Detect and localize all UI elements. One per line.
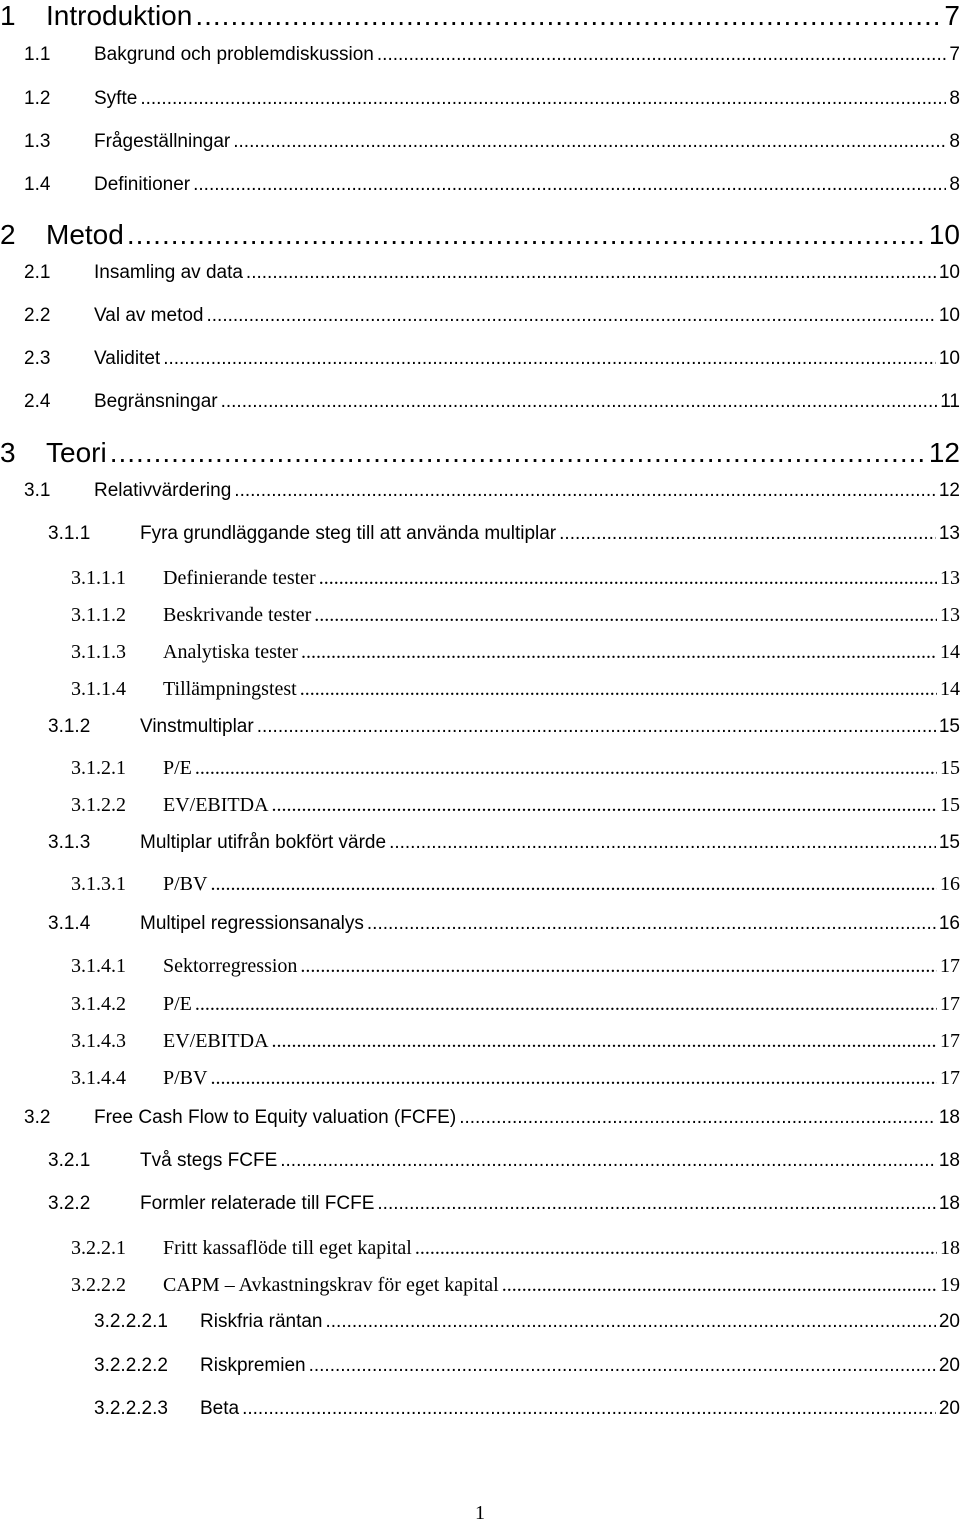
- toc-entry-page: 18: [938, 1193, 960, 1214]
- toc-entry-number: 1: [0, 0, 16, 31]
- toc-entry-number: 3.1.1: [48, 523, 91, 544]
- toc-entry-number: 3.1.1.2: [71, 604, 126, 626]
- toc-entry-number: 3.2.1: [48, 1150, 91, 1171]
- toc-entry-title: P/E: [163, 757, 192, 779]
- toc-entry-title: Vinstmultiplar: [140, 716, 254, 737]
- toc-entry[interactable]: [0, 262, 960, 284]
- toc-entry-page: 8: [949, 88, 960, 109]
- toc-entry[interactable]: [0, 794, 960, 817]
- toc-entry-page: 15: [938, 832, 960, 853]
- toc-dot-leader: [127, 219, 926, 251]
- toc-entry-page: 13: [940, 567, 960, 589]
- toc-entry[interactable]: [0, 131, 960, 153]
- toc-entry-number: 3.2.2.1: [71, 1237, 126, 1259]
- toc-entry-number: 2.1: [24, 262, 51, 283]
- toc-entry[interactable]: [0, 993, 960, 1016]
- toc-entry-page: 10: [938, 262, 960, 283]
- toc-entry-page: 8: [949, 174, 960, 195]
- toc-entry-title: Riskfria räntan: [200, 1311, 323, 1332]
- toc-entry[interactable]: [0, 1237, 960, 1260]
- toc-entry-title: P/BV: [163, 1067, 208, 1089]
- toc-entry-page: 14: [940, 678, 960, 700]
- toc-entry-title: Insamling av data: [94, 262, 243, 283]
- toc-entry-page: 16: [938, 913, 960, 934]
- toc-dot-leader: [110, 437, 926, 469]
- toc-entry-title: Fritt kassaflöde till eget kapital: [163, 1237, 412, 1259]
- toc-entry-page: 7: [944, 0, 960, 31]
- toc-dot-leader: [257, 716, 936, 738]
- toc-entry[interactable]: [0, 219, 960, 251]
- toc-dot-leader: [301, 641, 937, 664]
- toc-entry-title: EV/EBITDA: [163, 1030, 269, 1052]
- toc-entry-page: 10: [938, 348, 960, 369]
- toc-entry-title: Riskpremien: [200, 1355, 306, 1376]
- toc-entry-number: 1.1: [24, 44, 51, 65]
- toc-entry-page: 20: [938, 1398, 960, 1419]
- toc-dot-leader: [193, 174, 946, 196]
- toc-entry-page: 15: [940, 757, 960, 779]
- toc-dot-leader: [314, 604, 937, 627]
- toc-entry[interactable]: [0, 913, 960, 935]
- toc-dot-leader: [459, 1107, 936, 1129]
- toc-entry-page: 18: [938, 1107, 960, 1128]
- toc-entry-number: 3.1.4.2: [71, 993, 126, 1015]
- toc-entry[interactable]: [0, 641, 960, 664]
- toc-entry-number: 3.1.1.3: [71, 641, 126, 663]
- toc-entry-title: Beta: [200, 1398, 240, 1419]
- toc-entry-number: 3.1.4.3: [71, 1030, 126, 1052]
- toc-entry-title: Syfte: [94, 88, 138, 109]
- toc-entry-page: 8: [949, 131, 960, 152]
- toc-entry[interactable]: [0, 88, 960, 110]
- toc-entry[interactable]: [0, 678, 960, 701]
- toc-entry-number: 3.1.1.1: [71, 567, 126, 589]
- toc-entry[interactable]: [0, 437, 960, 469]
- toc-entry[interactable]: [0, 523, 960, 545]
- toc-entry[interactable]: [0, 955, 960, 978]
- toc-entry-page: 18: [938, 1150, 960, 1171]
- toc-entry-title: Två stegs FCFE: [140, 1150, 278, 1171]
- toc-entry-number: 3: [0, 437, 16, 468]
- toc-entry-title: Begränsningar: [94, 391, 218, 412]
- toc-entry-title: Relativvärdering: [94, 480, 232, 501]
- toc-entry-title: Fyra grundläggande steg till att använda multiplar: [140, 523, 557, 544]
- toc-entry-title: Metod: [46, 219, 124, 250]
- toc-entry-title: Analytiska tester: [163, 641, 298, 663]
- toc-dot-leader: [233, 131, 946, 153]
- toc-entry-title: EV/EBITDA: [163, 794, 269, 816]
- toc-entry[interactable]: [0, 1150, 960, 1172]
- toc-entry-number: 3.1.4: [48, 913, 91, 934]
- toc-entry-number: 2.3: [24, 348, 51, 369]
- toc-entry[interactable]: [0, 567, 960, 590]
- toc-entry-page: 10: [928, 219, 960, 250]
- toc-dot-leader: [326, 1311, 936, 1333]
- toc-dot-leader: [389, 832, 936, 854]
- toc-entry-page: 17: [940, 1067, 960, 1089]
- page-number: 1: [475, 1502, 485, 1524]
- toc-entry-number: 3.1.2: [48, 716, 91, 737]
- toc-dot-leader: [280, 1150, 936, 1172]
- toc-dot-leader: [246, 262, 936, 284]
- toc-entry-number: 3.2.2.2.2: [94, 1355, 168, 1376]
- toc-entry-title: Sektorregression: [163, 955, 298, 977]
- toc-dot-leader: [206, 305, 935, 327]
- toc-entry[interactable]: [0, 1311, 960, 1333]
- toc-entry-page: 19: [940, 1274, 960, 1296]
- toc-entry[interactable]: [0, 305, 960, 327]
- toc-entry[interactable]: [0, 0, 960, 32]
- toc-entry-page: 10: [938, 305, 960, 326]
- toc-entry[interactable]: [0, 1398, 960, 1420]
- toc-entry-number: 3.2.2.2.3: [94, 1398, 168, 1419]
- toc-dot-leader: [210, 1067, 937, 1090]
- toc-entry-title: P/BV: [163, 873, 208, 895]
- toc-dot-leader: [367, 913, 936, 935]
- toc-entry-number: 3.1.2.2: [71, 794, 126, 816]
- toc-dot-leader: [300, 678, 937, 701]
- toc-entry-number: 3.1.3: [48, 832, 91, 853]
- toc-entry[interactable]: [0, 391, 960, 413]
- toc-dot-leader: [300, 955, 937, 978]
- toc-entry-title: P/E: [163, 993, 192, 1015]
- toc-entry-page: 17: [940, 1030, 960, 1052]
- toc-entry-page: 7: [949, 44, 960, 65]
- toc-entry-number: 1.2: [24, 88, 51, 109]
- toc-entry-title: Multiplar utifrån bokfört värde: [140, 832, 387, 853]
- toc-entry-page: 20: [938, 1355, 960, 1376]
- toc-entry[interactable]: [0, 480, 960, 502]
- toc-dot-leader: [195, 0, 941, 32]
- toc-entry-page: 12: [928, 437, 960, 468]
- toc-entry-number: 1.4: [24, 174, 51, 195]
- toc-entry-number: 3.1.4.4: [71, 1067, 126, 1089]
- toc-entry-title: Introduktion: [46, 0, 193, 31]
- toc-entry-number: 3.2.2.2.1: [94, 1311, 168, 1332]
- toc-entry[interactable]: [0, 1107, 960, 1129]
- toc-dot-leader: [163, 348, 936, 370]
- toc-entry-number: 2.4: [24, 391, 51, 412]
- toc-dot-leader: [559, 523, 936, 545]
- toc-entry-page: 15: [938, 716, 960, 737]
- toc-entry-page: 13: [940, 604, 960, 626]
- toc-dot-leader: [195, 993, 937, 1016]
- toc-entry[interactable]: [0, 1067, 960, 1090]
- toc-entry-page: 17: [940, 955, 960, 977]
- toc-dot-leader: [234, 480, 936, 502]
- toc-entry-number: 3.1.1.4: [71, 678, 126, 700]
- toc-entry-page: 13: [938, 523, 960, 544]
- toc-entry-title: Multipel regressionsanalys: [140, 913, 364, 934]
- toc-entry-page: 15: [940, 794, 960, 816]
- toc-entry[interactable]: [0, 716, 960, 738]
- toc-entry-title: Validitet: [94, 348, 161, 369]
- toc-entry-title: Tillämpningstest: [163, 678, 297, 700]
- toc-entry-number: 3.1.4.1: [71, 955, 126, 977]
- toc-entry-number: 1.3: [24, 131, 51, 152]
- toc-entry-number: 2: [0, 219, 16, 250]
- toc-entry[interactable]: [0, 44, 960, 66]
- toc-dot-leader: [377, 44, 947, 66]
- toc-entry-title: Formler relaterade till FCFE: [140, 1193, 375, 1214]
- toc-entry-page: 20: [938, 1311, 960, 1332]
- toc-dot-leader: [309, 1355, 936, 1377]
- toc-entry-page: 17: [940, 993, 960, 1015]
- toc-dot-leader: [210, 873, 937, 896]
- toc-entry-title: Teori: [46, 437, 107, 468]
- toc-entry-title: Frågeställningar: [94, 131, 231, 152]
- toc-entry[interactable]: [0, 604, 960, 627]
- toc-entry-page: 16: [940, 873, 960, 895]
- toc-entry[interactable]: [0, 1193, 960, 1215]
- toc-entry-title: Val av metod: [94, 305, 204, 326]
- toc-entry[interactable]: [0, 1274, 960, 1297]
- toc-entry[interactable]: [0, 832, 960, 854]
- toc-dot-leader: [221, 391, 938, 413]
- toc-entry-number: 3.2.2: [48, 1193, 91, 1214]
- toc-entry-title: Free Cash Flow to Equity valuation (FCFE): [94, 1107, 457, 1128]
- toc-entry-title: CAPM – Avkastningskrav för eget kapital: [163, 1274, 499, 1296]
- toc-dot-leader: [272, 794, 937, 817]
- toc-dot-leader: [242, 1398, 936, 1420]
- toc-entry-page: 14: [940, 641, 960, 663]
- toc-dot-leader: [377, 1193, 935, 1215]
- toc-entry-number: 2.2: [24, 305, 51, 326]
- toc-entry[interactable]: [0, 348, 960, 370]
- toc-entry-title: Definitioner: [94, 174, 191, 195]
- toc-entry-title: Beskrivande tester: [163, 604, 312, 626]
- toc-dot-leader: [140, 88, 946, 110]
- toc-entry-number: 3.1.2.1: [71, 757, 126, 779]
- toc-entry-page: 18: [940, 1237, 960, 1259]
- toc-dot-leader: [415, 1237, 937, 1260]
- toc-entry[interactable]: [0, 757, 960, 780]
- toc-entry[interactable]: [0, 1030, 960, 1053]
- toc-entry-number: 3.2.2.2: [71, 1274, 126, 1296]
- toc-entry-title: Bakgrund och problemdiskussion: [94, 44, 374, 65]
- toc-entry-number: 3.1: [24, 480, 51, 501]
- toc-entry-number: 3.1.3.1: [71, 873, 126, 895]
- toc-entry-page: 12: [938, 480, 960, 501]
- toc-entry-title: Definierande tester: [163, 567, 316, 589]
- toc-dot-leader: [319, 567, 937, 590]
- toc-entry-page: 11: [940, 391, 960, 412]
- toc-entry[interactable]: [0, 873, 960, 896]
- toc-entry[interactable]: [0, 174, 960, 196]
- toc-dot-leader: [195, 757, 937, 780]
- toc-entry[interactable]: [0, 1355, 960, 1377]
- toc-dot-leader: [272, 1030, 937, 1053]
- toc-entry-number: 3.2: [24, 1107, 51, 1128]
- toc-dot-leader: [502, 1274, 937, 1297]
